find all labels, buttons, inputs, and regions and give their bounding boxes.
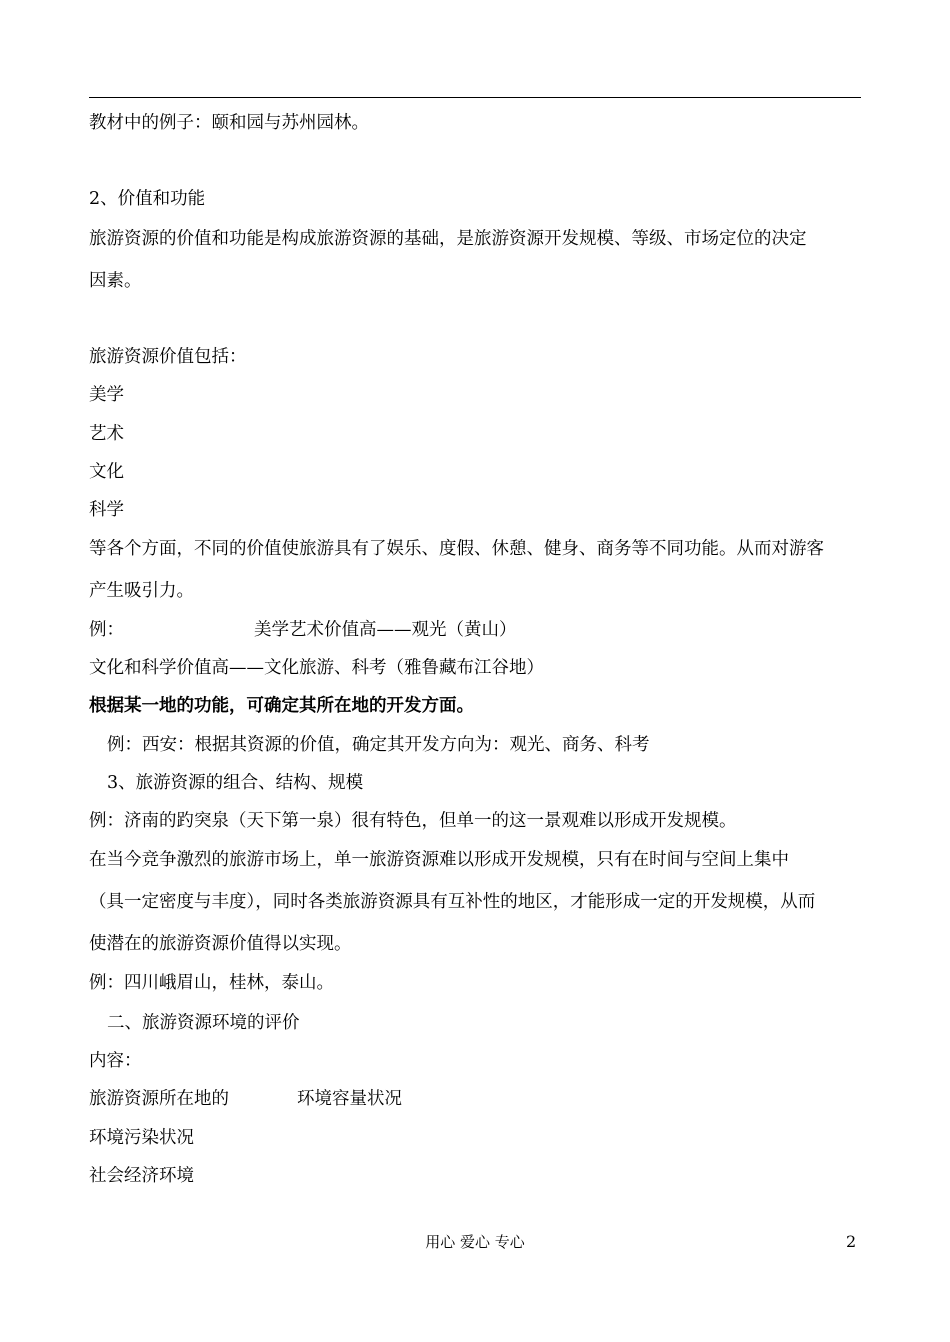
text-line: 在当今竞争激烈的旅游市场上，单一旅游资源难以形成开发规模，只有在时间与空间上集中 [89,850,789,870]
list-item: 环境污染状况 [89,1128,194,1148]
section-heading: 2、价值和功能 [89,189,206,209]
text-line: 例：西安：根据其资源的价值，确定其开发方向为：观光、商务、科考 [107,735,650,755]
example-line [89,619,517,641]
text-line: 产生吸引力。 [89,581,194,601]
section-heading: 二、旅游资源环境的评价 [107,1013,300,1033]
text-line: 因素。 [89,271,142,291]
footer-slogan: 用心 爱心 专心 [425,1233,525,1251]
bold-statement: 根据某一地的功能，可确定其所在地的开发方面。 [89,696,474,716]
text-line: 旅游资源价值包括： [89,347,247,367]
example-text: 美学艺术价值高——观光（黄山） [254,620,517,640]
content-line [89,1088,402,1110]
text-line: 例：四川峨眉山，桂林，泰山。 [89,973,334,993]
page-number: 2 [846,1232,857,1251]
text-line: 例：济南的趵突泉（天下第一泉）很有特色，但单一的这一景观难以形成开发规模。 [89,811,737,831]
text-line: 教材中的例子：颐和园与苏州园林。 [89,113,369,133]
section-heading: 3、旅游资源的组合、结构、规模 [107,773,364,793]
header-rule [89,97,861,98]
list-item: 文化 [89,462,124,482]
content-item-label: 旅游资源所在地的 [89,1089,229,1109]
text-line: 文化和科学价值高——文化旅游、科考（雅鲁藏布江谷地） [89,658,544,678]
text-line: 等各个方面，不同的价值使旅游具有了娱乐、度假、休憩、健身、商务等不同功能。从而对游客 [89,539,824,559]
list-item: 社会经济环境 [89,1166,194,1186]
example-label: 例： [89,620,124,640]
list-item: 美学 [89,385,124,405]
text-line: 使潜在的旅游资源价值得以实现。 [89,934,352,954]
text-line: 内容： [89,1051,142,1071]
content-item: 环境容量状况 [297,1089,402,1109]
text-line: （具一定密度与丰度），同时各类旅游资源具有互补性的地区，才能形成一定的开发规模，从而 [89,892,816,912]
text-line: 旅游资源的价值和功能是构成旅游资源的基础，是旅游资源开发规模、等级、市场定位的决定 [89,229,807,249]
list-item: 科学 [89,500,124,520]
list-item: 艺术 [89,424,124,444]
